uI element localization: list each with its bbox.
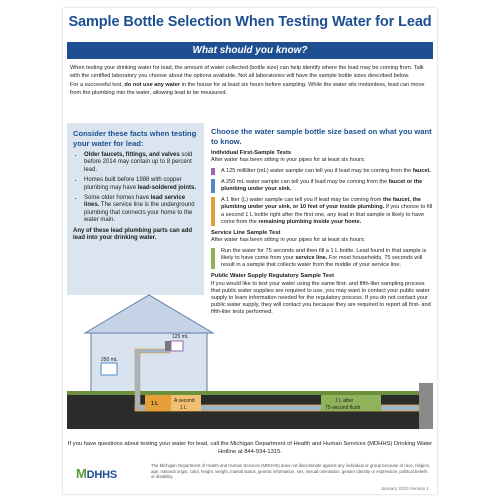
- intro-paragraph-2: [70, 82, 432, 97]
- fact-emphasis: Older faucets, fittings, and valves: [84, 152, 180, 158]
- label-1l: 1 L: [151, 401, 159, 407]
- fact-text: The service line is the underground plumbing that connects your home to the water main.: [84, 202, 195, 224]
- bottle-250ml-text: [221, 179, 433, 193]
- item-emphasis: faucet.: [412, 167, 431, 174]
- fact-text: sold before 2014 may contain up to 8 percent lead.: [84, 152, 193, 173]
- house-plumbing-diagram: [67, 280, 433, 438]
- label-second-line2: 1 L: [180, 405, 187, 411]
- version-label: January 2020 Version 1: [380, 486, 429, 491]
- intro-section: [70, 65, 432, 99]
- fact-text: Some older homes have: [84, 195, 151, 202]
- bottle-250ml-icon: [101, 363, 117, 375]
- item-emphasis: faucet or the plumbing under your sink.: [221, 178, 423, 193]
- first-sample-intro: After water has been sitting in your pipes for at least six hours:: [211, 157, 366, 164]
- item-text: A 125 milliliter (mL) water sample can tell you if lead may be coming from the: [221, 167, 413, 174]
- item-emphasis: remaining plumbing inside your home.: [258, 218, 362, 225]
- water-main: [419, 383, 433, 429]
- facts-conclusion: Any of these lead plumbing parts can add lead into your drinking water.: [73, 227, 193, 242]
- riser-pipe: [135, 349, 140, 409]
- item-emphasis: service line.: [295, 254, 328, 261]
- bottle-1l-text: [221, 197, 433, 226]
- label-second-line1: A second: [174, 398, 195, 404]
- purple-marker-bar: [211, 168, 215, 175]
- subtitle-banner: What should you know?: [67, 42, 433, 59]
- fact-text: Homes built before 1988 with copper plumbing may have: [84, 177, 182, 191]
- service-line-intro: After water has been sitting in your pipes for at least six hours:: [211, 237, 366, 244]
- logo-m: M: [76, 466, 87, 481]
- item-text: A 250 mL water sample can tell you if lead may be coming from the: [221, 178, 389, 185]
- first-sample-title: Individual First-Sample Tests: [211, 150, 292, 156]
- facts-panel: [67, 123, 204, 295]
- intro-paragraph-1: When testing your drinking water for lead, the amount of water collected (bottle size) can help identify where the lead may be coming from. Talk with the certified laboratory you choose about the options available. Not all laboratories will have the sample bottle sizes described below.: [70, 65, 424, 79]
- facts-list: [67, 152, 204, 225]
- hotline-text: If you have questions about testing your water for lead, call the Michigan Department of Health and Human Services (MDHHS) Drinking Water Hotline at 844-934-1315.: [67, 441, 433, 455]
- item-text: For most households, 75 seconds will result in a sample that collects water from the middle of your service line.: [221, 254, 423, 269]
- fact-item: [84, 177, 198, 192]
- bottle-125ml-icon: [171, 341, 183, 351]
- guide-heading: Choose the water sample bottle size based on what you want to know.: [211, 127, 432, 146]
- intro-text: For a successful test,: [70, 82, 125, 89]
- label-250ml: 250 mL: [101, 357, 118, 363]
- bottle-250ml-item: [211, 179, 433, 193]
- blue-marker-bar: [211, 179, 215, 193]
- item-text: A 1 liter (L) water sample can tell you if lead may be coming from: [221, 197, 383, 204]
- fact-sheet-page: [63, 8, 437, 494]
- logo-text: DHHS: [86, 469, 118, 481]
- intro-emphasis: do not use any water: [124, 82, 181, 89]
- orange-marker-bar: [211, 197, 215, 226]
- page-title: Sample Bottle Selection When Testing Water for Lead: [68, 14, 432, 30]
- item-text: If you choose to fill a second 1 L bottle right after the first one, any lead in that sample is likely to have come from the: [221, 204, 433, 225]
- intro-text: in the house for at least six hours before sampling. While the water sits motionless, lead can move from the plumbing into the water, allowing lead to be measured.: [70, 82, 425, 96]
- label-125ml: 125 mL: [172, 334, 189, 340]
- fact-emphasis: lead-soldered joints.: [137, 184, 197, 191]
- bottle-1l-item: [211, 197, 433, 226]
- house-roof: [85, 295, 213, 333]
- fact-item: [84, 195, 198, 225]
- service-line-item: [211, 248, 433, 270]
- service-line-text: [221, 248, 433, 270]
- green-marker-bar: [211, 248, 215, 270]
- public-supply-text: If you would like to test your water using the same first- and fifth-liter sampling process that public water supplies are required to use, you may want to contact your public water supply to learn information needed for the regulatory process. If you do not contact your public water supply, they will contact you because they are required to report all first- and fifth-liter tests performed.: [211, 280, 431, 316]
- fact-item: [84, 152, 198, 174]
- fact-emphasis: lead service lines.: [84, 195, 186, 209]
- bottle-125ml-item: [211, 168, 433, 175]
- label-after-line2: 75-second flush: [325, 405, 361, 411]
- bottle-125ml-text: [221, 168, 433, 175]
- faucet-icon: [165, 341, 171, 351]
- service-line-title: Service Line Sample Test: [211, 230, 281, 237]
- mdhhs-logo: [76, 466, 117, 481]
- item-emphasis: the faucet, the plumbing under your sink, or 10 feet of your inside plumbing.: [221, 197, 421, 211]
- public-supply-title: Public Water Supply Regulatory Sample Test: [211, 273, 335, 280]
- facts-heading: Consider these facts when testing your water for lead:: [73, 129, 197, 148]
- label-after-line1: 1 L after: [335, 398, 354, 404]
- nondiscrimination-disclaimer: The Michigan Department of Health and Human Services (MDHHS) does not discriminate against any individual or group because of race, religion, age, national origin, color, height, weight, marital status, genetic information, sex, sexual orientation, gender identity or expression, political beliefs or disability.: [151, 463, 431, 480]
- ground-surface: [67, 391, 433, 395]
- item-text: Run the water for 75 seconds and then fill a 1 L bottle. Lead found in that sample is likely to have come from your: [221, 247, 427, 261]
